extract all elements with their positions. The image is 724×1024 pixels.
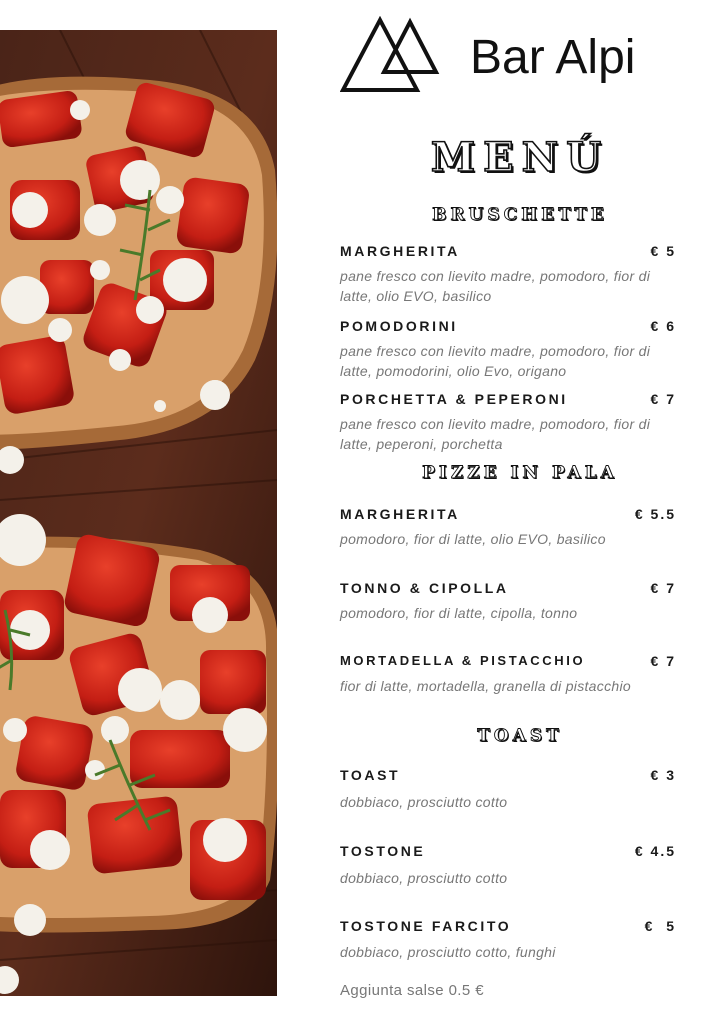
item-name: TOSTONE FARCITO bbox=[340, 918, 512, 934]
item-price: € 6 bbox=[650, 318, 676, 334]
double-triangle-mountain-icon bbox=[340, 16, 440, 94]
item-name: PORCHETTA & PEPERONI bbox=[340, 391, 568, 407]
item-description: pane fresco con lievito madre, pomodoro, fior di latte, olio EVO, basilico bbox=[340, 268, 651, 304]
item-description: fior di latte, mortadella, granella di pistacchio bbox=[340, 678, 631, 694]
item-description: dobbiaco, prosciutto cotto, funghi bbox=[340, 944, 556, 960]
item-description: dobbiaco, prosciutto cotto bbox=[340, 870, 508, 886]
sauce-note: Aggiunta salse 0.5 € bbox=[340, 982, 484, 999]
section-title-toast: TOAST bbox=[477, 726, 563, 746]
item-price: € 4.5 bbox=[634, 843, 676, 859]
item-price: € 3 bbox=[650, 767, 676, 783]
item-price: € 5.5 bbox=[634, 506, 676, 522]
item-name: TOAST bbox=[340, 767, 401, 783]
item-name: TOSTONE bbox=[340, 843, 426, 859]
item-name: POMODORINI bbox=[340, 318, 458, 334]
bruschetta-photo bbox=[0, 30, 277, 996]
item-description: pomodoro, fior di latte, cipolla, tonno bbox=[340, 605, 578, 621]
section-title-bruschette: BRUSCHETTE bbox=[432, 205, 608, 225]
item-description: dobbiaco, prosciutto cotto bbox=[340, 794, 508, 810]
item-name: MARGHERITA bbox=[340, 243, 460, 259]
item-price: € 7 bbox=[650, 580, 676, 596]
item-description: pane fresco con lievito madre, pomodoro, fior di latte, pomodorini, olio Evo, origano bbox=[340, 343, 651, 379]
item-description: pane fresco con lievito madre, pomodoro, fior di latte, peperoni, porchetta bbox=[340, 416, 651, 452]
item-price: € 7 bbox=[650, 391, 676, 407]
item-name: MARGHERITA bbox=[340, 506, 460, 522]
item-price: € 7 bbox=[650, 653, 676, 669]
item-description: pomodoro, fior di latte, olio EVO, basilico bbox=[340, 531, 606, 547]
item-name: TONNO & CIPOLLA bbox=[340, 580, 509, 596]
item-name: MORTADELLA & PISTACCHIO bbox=[340, 653, 586, 668]
menu-title: MENÚ bbox=[430, 134, 610, 181]
item-price: € 5 bbox=[644, 918, 676, 934]
brand-name: Bar Alpi bbox=[470, 31, 636, 84]
item-price: € 5 bbox=[650, 243, 676, 259]
section-title-pizze-in-pala: PIZZE IN PALA bbox=[422, 463, 618, 483]
